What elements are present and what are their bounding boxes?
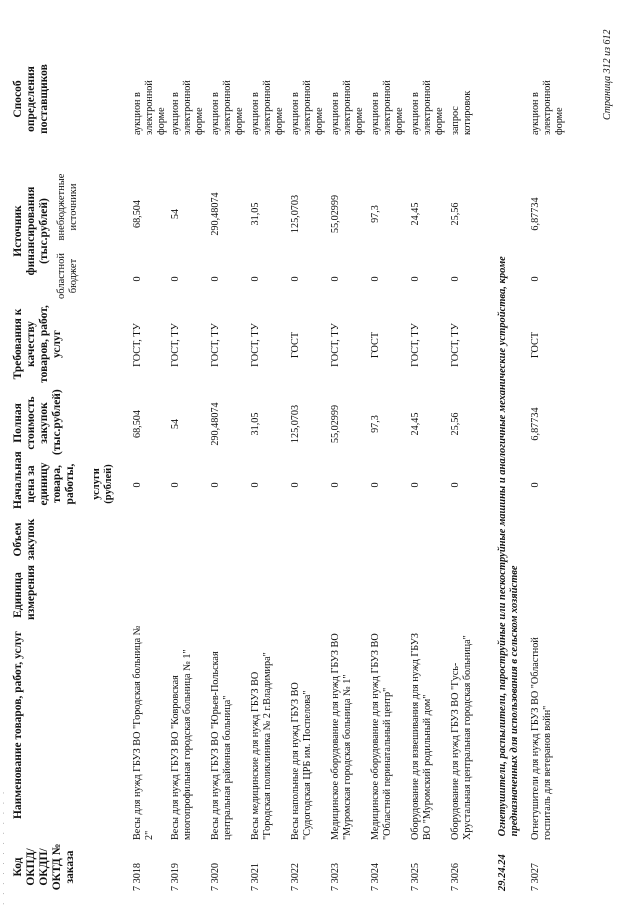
header-price-sub: услуги (рублей)	[91, 464, 114, 504]
row-funding-obl: 0	[290, 276, 301, 282]
row-name: Весы медицинские для нужд ГБУЗ ВО "Городская поликлиника № 2 г.Владимира"	[250, 652, 273, 840]
header-price	[12, 451, 115, 509]
row-funding-ext: 68,504	[132, 200, 143, 229]
header-total: Полная стоимость закупок (тыс.рублей)	[12, 389, 63, 455]
row-funding-ext: 125,0703	[290, 194, 301, 234]
row-name: Медицинское оборудование для нужд ГБУЗ ВО "Областной перинатальный центр"	[370, 633, 393, 840]
section-heading	[497, 191, 521, 891]
header-funding-main: Источник финансирования (тыс.рублей)	[12, 186, 50, 276]
row-funding-ext: 25,56	[450, 202, 461, 226]
row-code: 7 3018	[132, 862, 143, 891]
row-price: 0	[450, 482, 461, 488]
row-funding-obl: 0	[210, 276, 221, 282]
row-funding-ext: 24,45	[410, 202, 421, 226]
row-funding-obl: 0	[450, 276, 461, 282]
header-method: Способ определения поставщиков	[12, 64, 50, 134]
row-funding-obl: 0	[530, 276, 541, 282]
row-requirements: ГОСТ, ТУ	[170, 323, 181, 367]
header-requirements: Требования к качеству товаров, работ, услуг	[12, 305, 63, 383]
row-funding-obl: 0	[370, 276, 381, 282]
row-funding-obl: 0	[330, 276, 341, 282]
row-funding-ext: 54	[170, 208, 181, 220]
section-text: Огнетушители, распылители, пароструйные или пескоструйные машины и аналогичные механические устройства, кроме предназначенных для использования в сельском хозяйстве	[497, 256, 520, 837]
row-code: 7 3019	[170, 862, 181, 891]
row-price: 0	[210, 482, 221, 488]
row-price: 0	[170, 482, 181, 488]
row-requirements: ГОСТ, ТУ	[330, 323, 341, 367]
row-code: 7 3026	[450, 862, 461, 891]
row-funding-ext: 31,05	[250, 202, 261, 226]
row-method: аукцион в электронной форме	[290, 80, 325, 135]
row-total: 97,3	[370, 415, 381, 433]
row-requirements: ГОСТ, ТУ	[410, 323, 421, 367]
row-total: 68,504	[132, 410, 143, 439]
header-funding-obl: областной бюджет	[56, 253, 79, 299]
row-price: 0	[250, 482, 261, 488]
row-price: 0	[132, 482, 143, 488]
row-price: 0	[410, 482, 421, 488]
row-name: Весы для нужд ГБУЗ ВО "Юрьев-Польская центральная районная больница"	[210, 651, 233, 840]
row-funding-obl: 0	[410, 276, 421, 282]
row-requirements: ГОСТ	[370, 331, 381, 359]
row-price: 0	[370, 482, 381, 488]
header-volume: Объем закупок	[12, 518, 37, 561]
header-funding-ext: внебюджетные источники	[56, 173, 79, 241]
row-method: аукцион в электронной форме	[170, 80, 205, 135]
row-code: 7 3027	[530, 862, 541, 891]
row-funding-ext: 290,48074	[210, 192, 221, 236]
row-funding-obl: 0	[250, 276, 261, 282]
row-name: Весы для нужд ГБУЗ ВО "Городская больница № 2"	[132, 625, 155, 840]
row-name: Весы напольные для нужд ГБУЗ ВО "Судогодская ЦРБ им. Поспелова"	[290, 682, 313, 840]
row-requirements: ГОСТ, ТУ	[450, 323, 461, 367]
row-total: 25,56	[450, 412, 461, 436]
row-funding-ext: 55,02999	[330, 194, 341, 234]
row-code: 7 3022	[290, 862, 301, 891]
row-code: 7 3020	[210, 862, 221, 891]
row-name: Оборудование для нужд ГБУЗ ВО "Гусь-Хрустальная центральная городская больница"	[450, 635, 473, 840]
row-name: Оборудование для взвешивания для нужд ГБУЗ ВО "Муромский родильный дом"	[410, 633, 433, 840]
row-name: Медицинское оборудование для нужд ГБУЗ ВО "Муромская городская больница № 1"	[330, 633, 353, 840]
page-number: Страница 312 из 612	[602, 29, 613, 120]
row-price: 0	[290, 482, 301, 488]
scan-noise: · · · · · · · · · · · ·	[0, 788, 8, 905]
row-requirements: ГОСТ	[290, 331, 301, 359]
row-method: аукцион в электронной форме	[370, 80, 405, 135]
row-method: аукцион в электронной форме	[330, 80, 365, 135]
row-requirements: ГОСТ	[530, 331, 541, 359]
row-total: 24,45	[410, 412, 421, 436]
row-code: 7 3023	[330, 862, 341, 891]
header-funding	[12, 161, 79, 301]
row-total: 290,48074	[210, 402, 221, 446]
row-funding-ext: 97,3	[370, 205, 381, 223]
row-requirements: ГОСТ, ТУ	[210, 323, 221, 367]
row-total: 125,0703	[290, 404, 301, 444]
row-funding-ext: 6,87734	[530, 197, 541, 231]
row-method: аукцион в электронной форме	[530, 80, 565, 135]
row-requirements: ГОСТ, ТУ	[132, 323, 143, 367]
row-total: 55,02999	[330, 404, 341, 444]
row-price: 0	[330, 482, 341, 488]
row-total: 6,87734	[530, 407, 541, 441]
row-funding-obl: 0	[170, 276, 181, 282]
row-method: аукцион в электронной форме	[132, 80, 167, 135]
row-method: аукцион в электронной форме	[410, 80, 445, 135]
section-code: 29.24.24	[497, 854, 508, 891]
row-total: 31,05	[250, 412, 261, 436]
row-name: Весы для нужд ГБУЗ ВО "Ковровская многопрофильная городская больница № 1"	[170, 649, 193, 840]
row-method: запрос котировок	[450, 90, 473, 135]
row-requirements: ГОСТ, ТУ	[250, 323, 261, 367]
row-price: 0	[530, 482, 541, 488]
row-code: 7 3025	[410, 862, 421, 891]
row-total: 54	[170, 418, 181, 430]
row-method: аукцион в электронной форме	[250, 80, 285, 135]
row-funding-obl: 0	[132, 276, 143, 282]
row-code: 7 3024	[370, 862, 381, 891]
row-code: 7 3021	[250, 862, 261, 891]
row-method: аукцион в электронной форме	[210, 80, 245, 135]
row-name: Огнетушители для нужд ГБУЗ ВО "Областной госпиталь для ветеранов войн"	[530, 637, 553, 840]
header-price-main: Начальная цена за единицу товара, работы,	[12, 451, 76, 509]
header-name: Наименование товаров, работ, услуг	[12, 630, 24, 820]
header-unit: Единица измерения	[12, 565, 37, 620]
header-code: Код ОКПД/ ОКДП/ ОКТД № заказа	[12, 843, 76, 891]
